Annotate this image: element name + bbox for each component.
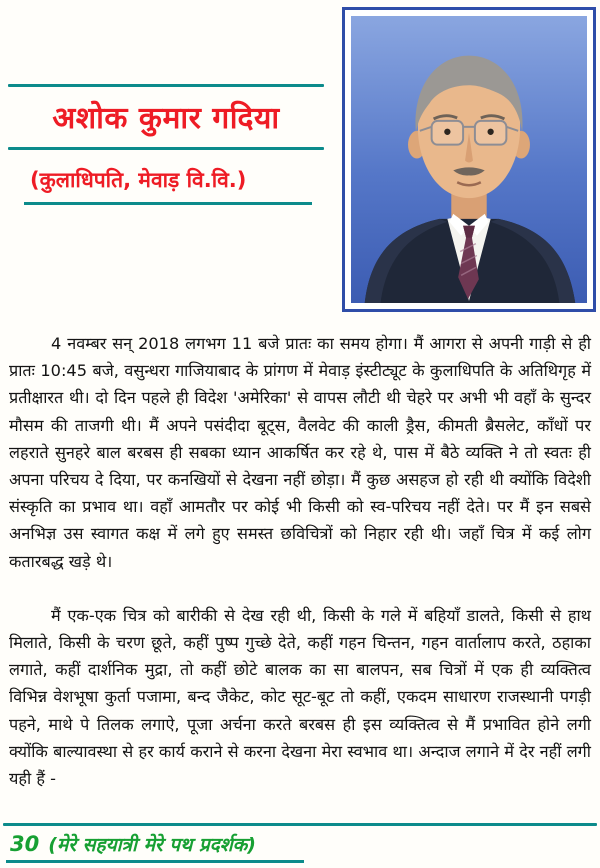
paragraph-2: मैं एक-एक चित्र को बारीकी से देख रही थी, किसी के गले में बहियाँ डालते, किसी से हाथ मिलाते, किसी के चरण छूते, कहीं पुष्प गुच्छे देते, कहीं गहन चिन्तन, गहन वार्तालाप करते, ठहाका लगाते, कहीं दार्शनिक मुद्रा, तो कहीं छोटे बालक का सा बालपन, सब चित्रों में एक ही व्यक्तित्व विभिन्न वेशभूषा कुर्ता पजामा, बन्द जैकेट, कोट सूट-बूट तो कहीं, एकदम साधारण राजस्थानी पगड़ी पहने, माथे पे तिलक लगाऐ, पूजा अर्चना करते बरबस ही इस व्यक्तित्व से मैं प्रभावित होने लगी क्योंकि बाल्यावस्था से हर कार्य कराने से करना देखना मेरा स्वभाव था। अन्दाज लगाने में देर नहीं लगी यही हैं - [9,605,591,789]
portrait-photo-frame [342,7,596,312]
page-footer [0,823,600,863]
author-header [8,84,324,205]
author-name-title: अशोक कुमार गदिया [52,101,280,136]
portrait-photo [351,16,587,303]
paragraph-1: 4 नवम्बर सन् 2018 लगभग 11 बजे प्रातः का समय होगा। मैं आगरा से अपनी गाड़ी से ही प्रातः 10:45 बजे, वसुन्धरा गाजियाबाद के प्रांगण में मेवाड़ इंस्टीट्यूट के कुलाधिपति के अतिथिगृह में प्रतीक्षारत थी। दो दिन पहले ही विदेश 'अमेरिका' से वापस लौटी थी चेहरे पर अभी भी वहाँ के सुन्दर मौसम की ताजगी थी। मैं अपने पसंदीदा बूट्स, वैलवेट की काली ड्रैस, कीमती ब्रैसलेट, काँधों पर लहराते सुनहरे बाल बरबस ही सबका ध्यान आकर्षित कर रहे थे, पास में बैठे व्यक्ति ने तो स्वतः ही अपना परिचय दे दिया, पर कनखियों से देखना नहीं छोड़ा। मैं कुछ असहज हो रही थी क्योंकि विदेशी संस्कृति का प्रभाव था। वहाँ आमतौर पर कोई भी किसी को स्व-परिचय नहीं देते। पर मैं इन सबसे अनभिज्ञ उस स्वागत कक्ष में लगे हुए समस्त छविचित्रों को निहार रही थी। जहाँ चित्र में कई लोग कतारबद्ध खड़े थे। [9,334,591,571]
author-designation: (कुलाधिपति, मेवाड़ वि.वि.) [30,168,247,192]
article-body [9,330,591,792]
book-title: (मेरे सहयात्री मेरे पथ प्रदर्शक) [48,834,256,856]
footer-underline [6,860,304,863]
page-number: 30 [10,832,40,856]
designation-underline [24,202,312,205]
footer-text-row [0,826,600,857]
